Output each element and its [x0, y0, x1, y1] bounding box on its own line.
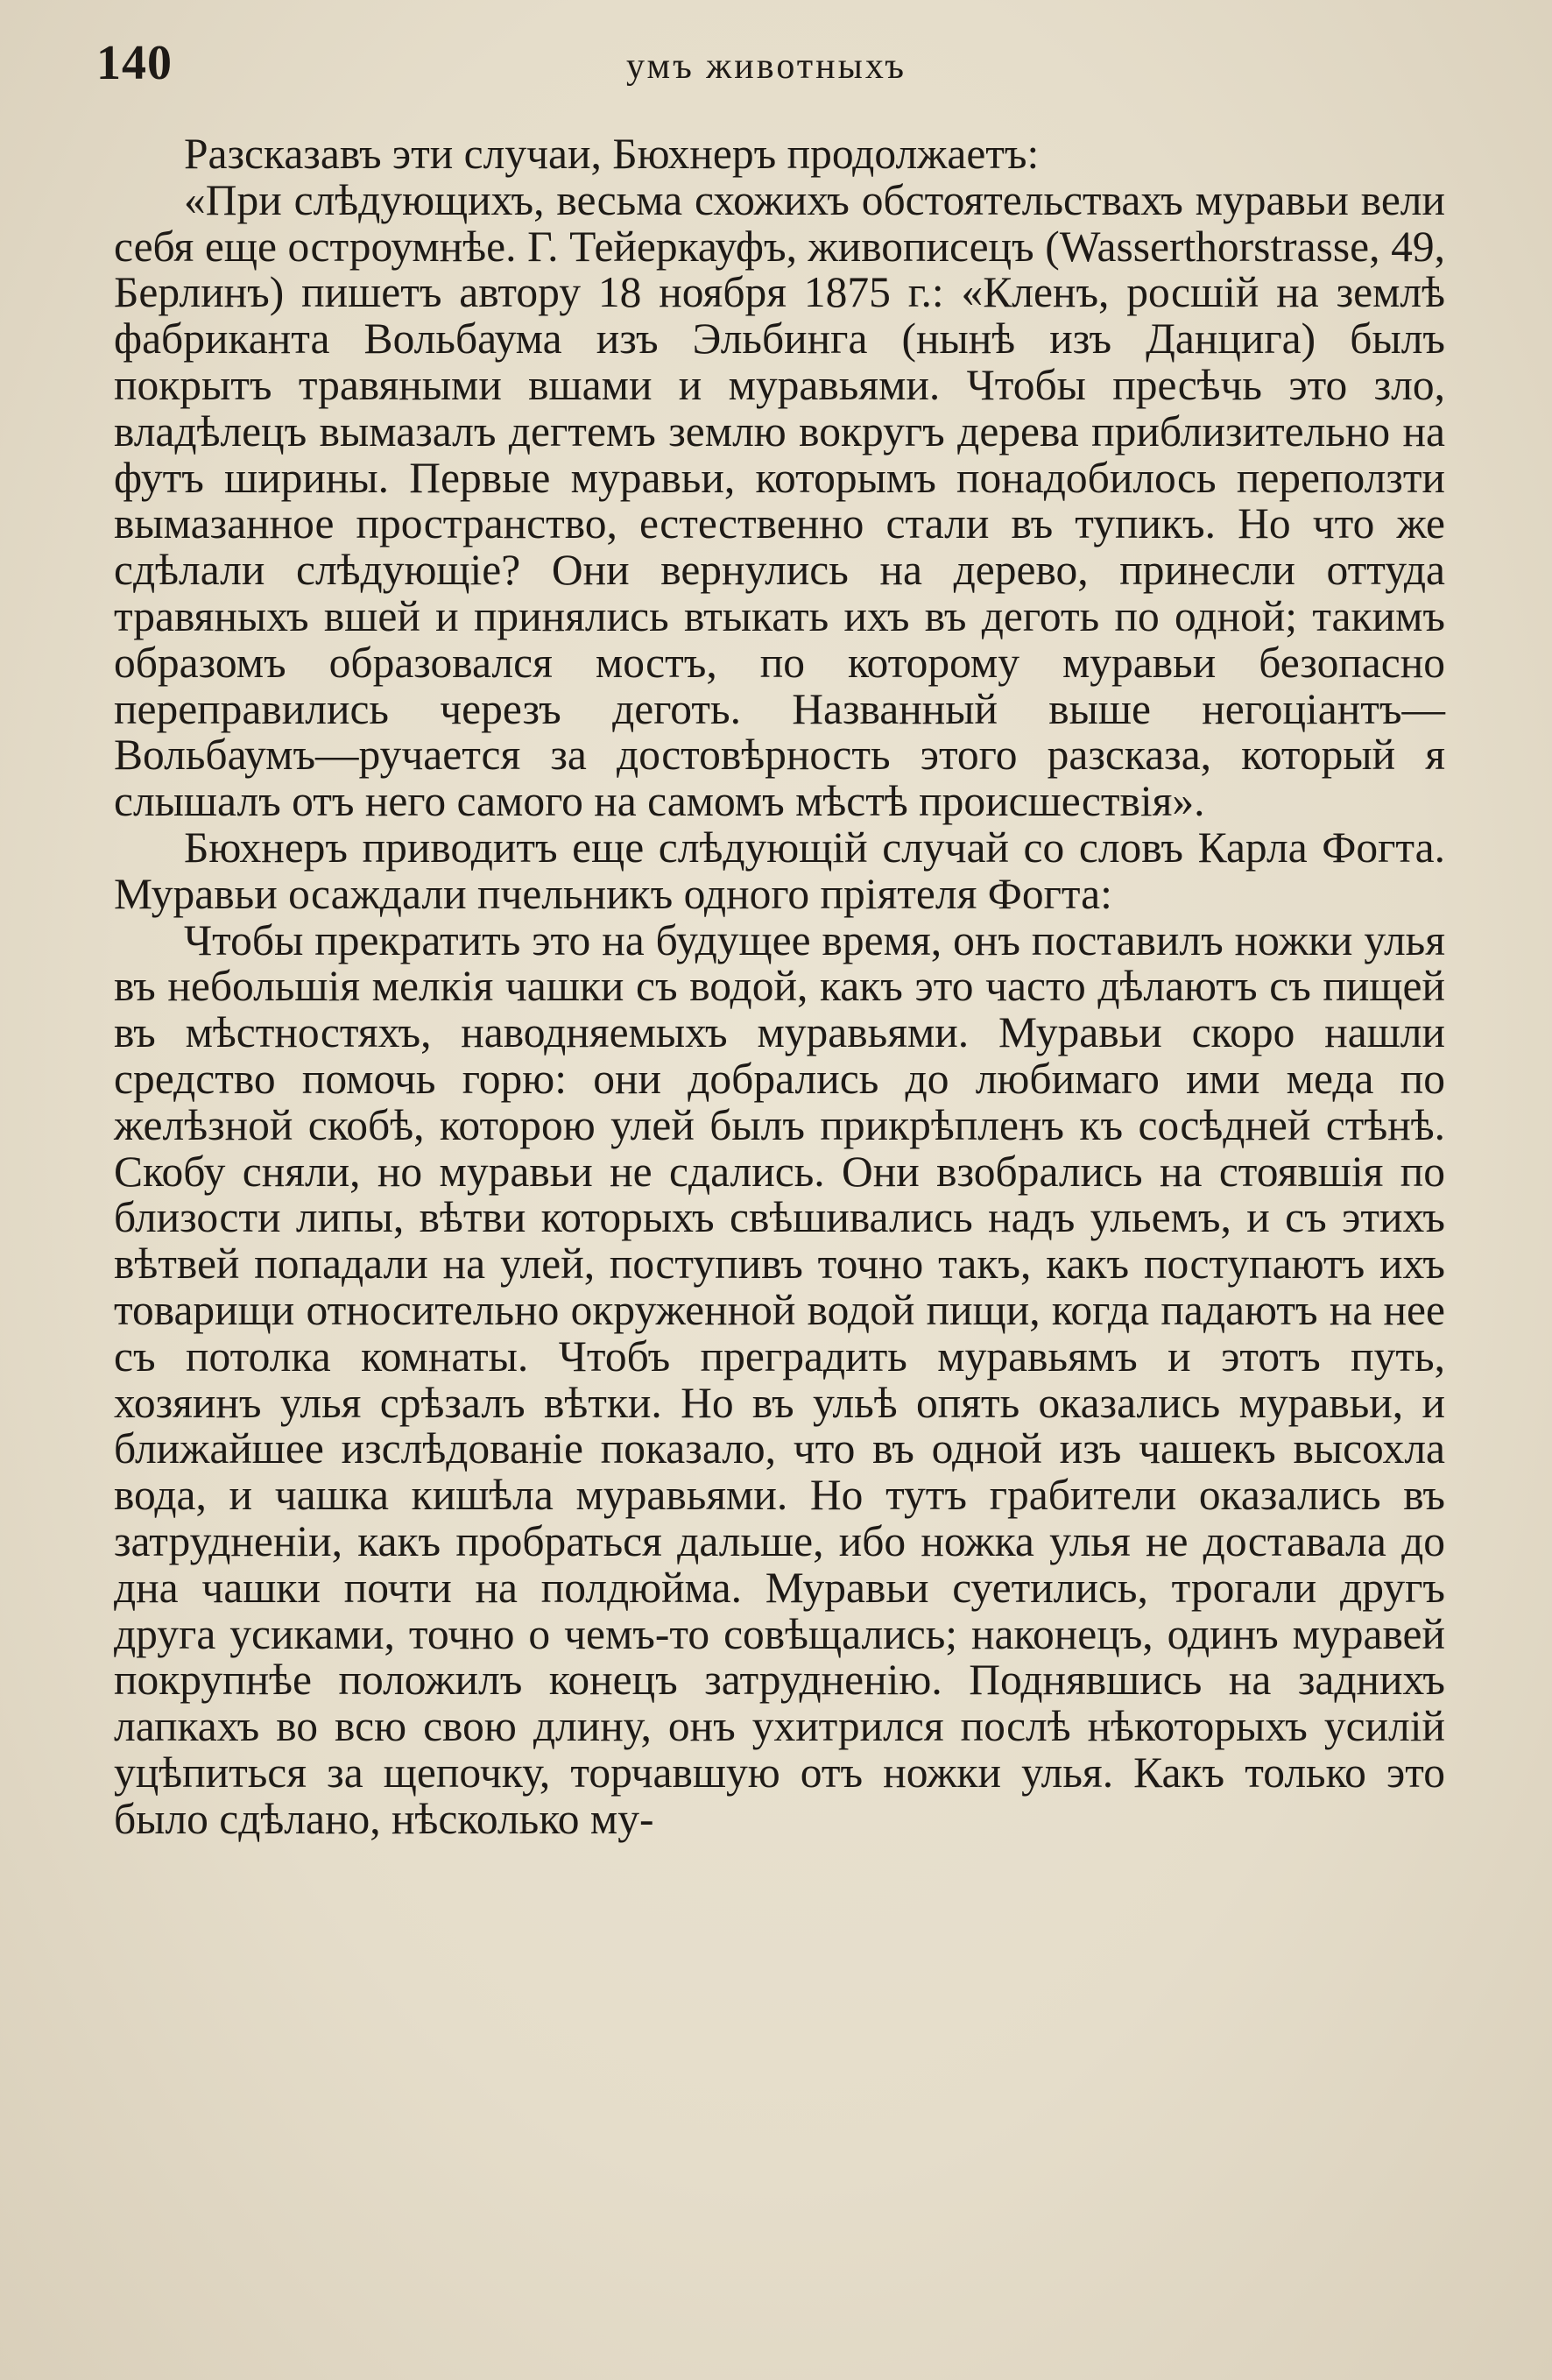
running-title: умъ животныхъ — [626, 46, 907, 87]
body-text — [114, 131, 1445, 1842]
paragraph: Чтобы прекратить это на будущее время, онъ поставилъ ножки улья въ небольшія мелкія чашки съ водой, какъ это часто дѣлаютъ съ пищей въ мѣстностяхъ, наводняемыхъ муравьями. Муравьи скоро нашли средство помочь горю: они добрались до любимаго ими меда по желѣзной скобѣ, которою улей былъ прикрѣпленъ къ сосѣдней стѣнѣ. Скобу сняли, но муравьи не сдались. Они взобрались на стоявшія по близости липы, вѣтви которыхъ свѣшивались надъ ульемъ, и съ этихъ вѣтвей попадали на улей, поступивъ точно такъ, какъ поступаютъ ихъ товарищи относительно окруженной водой пищи, когда падаютъ на нее съ потолка комнаты. Чтобъ преградить муравьямъ и этотъ путь, хозяинъ улья срѣзалъ вѣтки. Но въ ульѣ опять оказались муравьи, и ближайшее изслѣдованіе показало, что въ одной изъ чашекъ высохла вода, и чашка кишѣла муравьями. Но тутъ грабители оказались въ затрудненіи, какъ пробраться дальше, ибо ножка улья не доставала до дна чашки почти на полдюйма. Муравьи суетились, трогали другъ друга усиками, точно о чемъ-то совѣщались; наконецъ, одинъ муравей покрупнѣе положилъ конецъ затрудненію. Поднявшись на заднихъ лапкахъ во всю свою длину, онъ ухитрился послѣ нѣкоторыхъ усилій уцѣпиться за щепочку, торчавшую отъ ножки улья. Какъ только это было сдѣлано, нѣсколько му- — [114, 915, 1445, 1843]
paragraph: «При слѣдующихъ, весьма схожихъ обстоятельствахъ муравьи вели себя еще остроумнѣе. Г. Тейеркауфъ, живописецъ (Wasserthorstrasse, 49, Берлинъ) пишетъ автору 18 ноября 1875 г.: «Кленъ, росшій на землѣ фабриканта Вольбаума изъ Эльбинга (нынѣ изъ Данцига) былъ покрытъ травяными вшами и муравьями. Чтобы пресѣчь это зло, владѣлецъ вымазалъ дегтемъ землю вокругъ дерева приблизительно на футъ ширины. Первые муравьи, которымъ понадобилось переползти вымазанное пространство, естественно стали въ тупикъ. Но что же сдѣлали слѣдующіе? Они вернулись на дерево, принесли оттуда травяныхъ вшей и принялись втыкать ихъ въ деготь по одной; такимъ образомъ образовался мостъ, по которому муравьи безопасно переправились черезъ деготь. Названный выше негоціантъ—Вольбаумъ—ручается за достовѣрность этого разсказа, который я слышалъ отъ него самого на самомъ мѣстѣ происшествія». — [114, 175, 1445, 826]
page-number: 140 — [96, 36, 173, 90]
paragraph: Бюхнеръ приводитъ еще слѣдующій случай со словъ Карла Фогта. Муравьи осаждали пчельникъ одного пріятеля Фогта: — [114, 823, 1445, 918]
paragraph: Разсказавъ эти случаи, Бюхнеръ продолжаетъ: — [184, 130, 1040, 178]
page-header — [96, 35, 1436, 96]
